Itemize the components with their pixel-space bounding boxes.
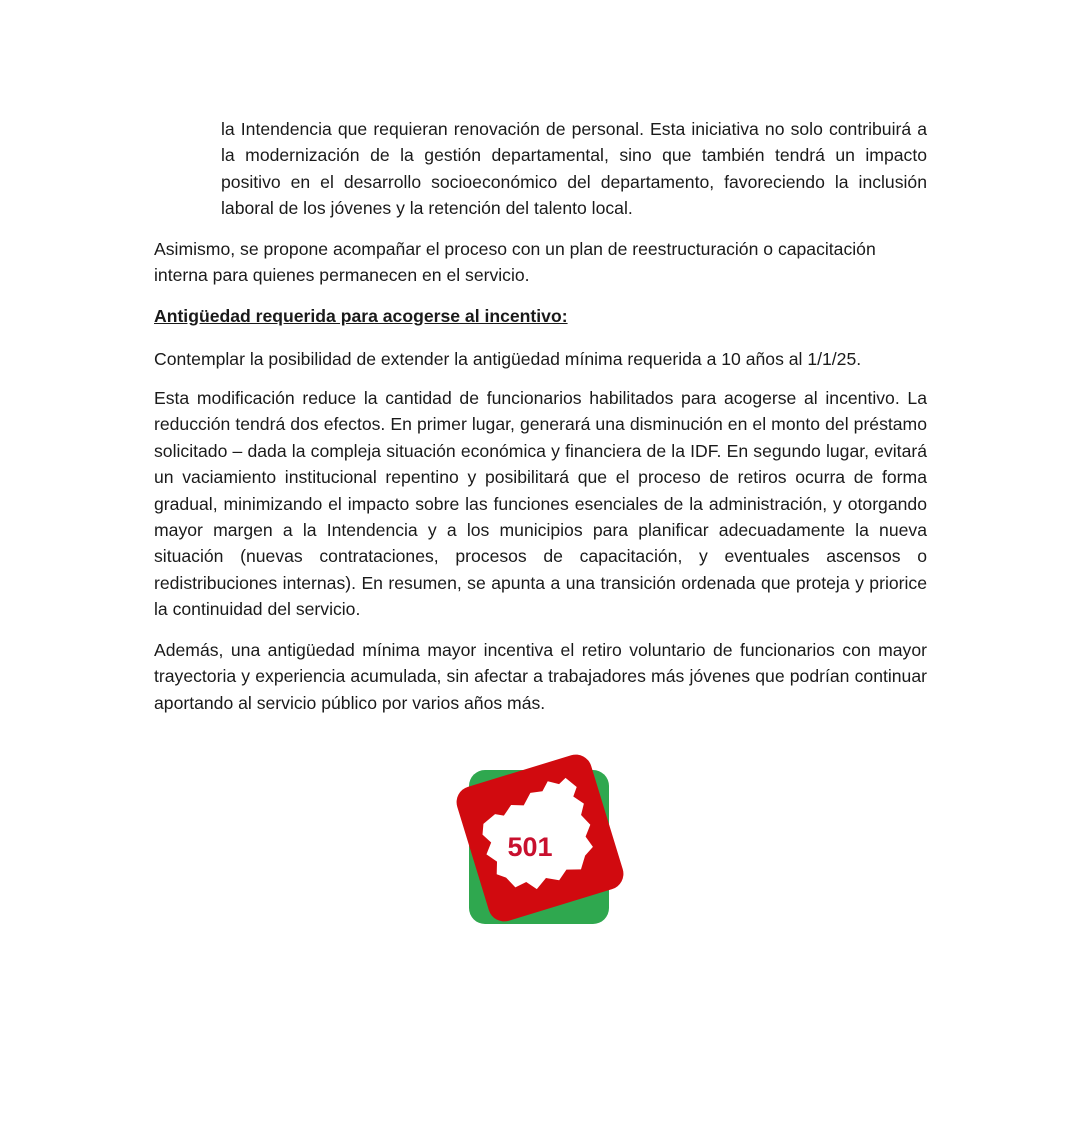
paragraph-modificacion: Esta modificación reduce la cantidad de funcionarios habilitados para acogerse al incentivo. La reducción tendrá dos efectos. En primer lugar, generará una disminución en el monto del préstamo solicitado – dada la compleja situación económica y financiera de la IDF. En segundo lugar, evitará un vaciamiento institucional repentino y posibilitará que el proceso de retiros ocurra de forma gradual, minimizando el impacto sobre las funciones esenciales de la administración, y otorgando mayor margen a la Intendencia y a los municipios para planificar adecuadamente la nueva situación (nuevas contrataciones, procesos de capacitación, y eventuales ascensos o redistribuciones internas). En resumen, se apunta a una transición ordenada que proteja y priorice la continuidad del servicio. [154, 388, 927, 620]
logo-number: 501 [507, 832, 553, 862]
paragraph-intendencia: la Intendencia que requieran renovación de personal. Esta iniciativa no solo contribuirá a la modernización de la gestión departamental, sino que también tendrá un impacto positivo en el desarrollo socioeconómico del departamento, favoreciendo la inclusión laboral de los jóvenes y la retención del talento local. [221, 119, 927, 219]
paragraph-ademas: Además, una antigüedad mínima mayor incentiva el retiro voluntario de funcionarios con mayor trayectoria y experiencia acumulada, sin afectar a trabajadores más jóvenes que podrían continuar aportando al servicio público por varios años más. [154, 640, 927, 713]
paragraph-contemplar: Contemplar la posibilidad de extender la antigüedad mínima requerida a 10 años al 1/1/25. [154, 349, 862, 369]
logo-501 [452, 748, 628, 926]
section-heading-antiguedad: Antigüedad requerida para acogerse al incentivo: [154, 306, 568, 326]
paragraph-asimismo: Asimismo, se propone acompañar el proceso con un plan de reestructuración o capacitación interna para quienes permanecen en el servicio. [154, 239, 876, 286]
